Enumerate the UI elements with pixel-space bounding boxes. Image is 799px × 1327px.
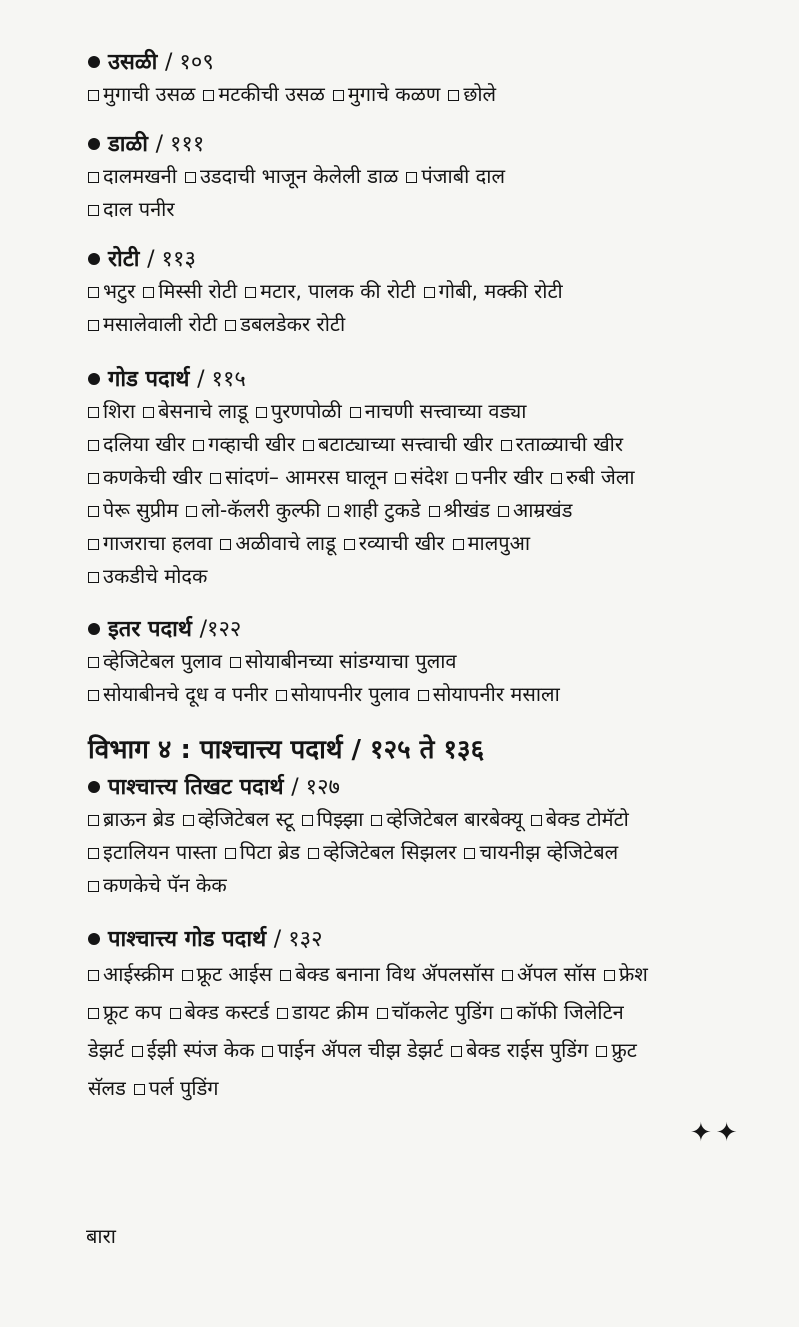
list-item bbox=[451, 1038, 588, 1062]
item-line bbox=[88, 78, 768, 111]
list-item bbox=[333, 82, 440, 106]
bullet-icon bbox=[88, 933, 100, 945]
list-item bbox=[277, 1000, 368, 1024]
bullet-icon bbox=[88, 781, 100, 793]
group-heading bbox=[88, 365, 768, 395]
list-item bbox=[225, 312, 345, 336]
list-item bbox=[498, 498, 572, 522]
list-item-text: पिटा ब्रेड bbox=[239, 840, 301, 864]
bullet-icon bbox=[88, 623, 100, 635]
list-item bbox=[531, 807, 629, 831]
group-page-number: / १२७ bbox=[291, 775, 340, 800]
item-line bbox=[88, 803, 768, 836]
list-item-text: सोयाबीनच्या सांडग्याचा पुलाव bbox=[245, 649, 457, 673]
list-item-text: पुरणपोळी bbox=[270, 399, 342, 423]
list-item bbox=[371, 807, 522, 831]
list-item bbox=[502, 962, 596, 986]
list-item-text: उकडीचे मोदक bbox=[103, 564, 208, 588]
list-item-text: उडदाची भाजून केलेली डाळ bbox=[199, 164, 399, 188]
list-item-text: सॅलड bbox=[88, 1076, 126, 1100]
list-item-text: पनीर खीर bbox=[471, 465, 544, 489]
checkbox-square-icon bbox=[429, 506, 440, 517]
checkbox-square-icon bbox=[143, 287, 154, 298]
group-western-sweet bbox=[88, 925, 768, 1107]
list-item-text: दाल पनीर bbox=[103, 197, 175, 221]
list-item-text: पाईन ॲपल चीझ डेझर्ट bbox=[277, 1038, 444, 1062]
list-item bbox=[350, 399, 527, 423]
item-line bbox=[88, 645, 768, 678]
group-page-number: /१२२ bbox=[199, 617, 242, 642]
item-line bbox=[88, 678, 768, 711]
list-item bbox=[88, 399, 135, 423]
ornament-stars: ✦✦ bbox=[690, 1118, 742, 1148]
checkbox-square-icon bbox=[350, 407, 361, 418]
list-item bbox=[143, 399, 248, 423]
checkbox-square-icon bbox=[418, 690, 429, 701]
checkbox-square-icon bbox=[182, 970, 193, 981]
checkbox-square-icon bbox=[193, 440, 204, 451]
list-item-text: ईझी स्पंज केक bbox=[146, 1038, 255, 1062]
list-item bbox=[193, 432, 295, 456]
list-item bbox=[183, 807, 294, 831]
list-item-text: ब्राऊन ब्रेड bbox=[103, 807, 175, 831]
checkbox-square-icon bbox=[88, 320, 99, 331]
checkbox-square-icon bbox=[88, 1008, 99, 1019]
checkbox-square-icon bbox=[88, 287, 99, 298]
list-item bbox=[210, 465, 387, 489]
checkbox-square-icon bbox=[245, 287, 256, 298]
checkbox-square-icon bbox=[498, 506, 509, 517]
item-line bbox=[88, 1069, 768, 1107]
list-item bbox=[134, 1076, 219, 1100]
list-item bbox=[88, 197, 175, 221]
list-item bbox=[344, 531, 445, 555]
list-item-text: लो-कॅलरी कुल्फी bbox=[201, 498, 321, 522]
checkbox-square-icon bbox=[183, 815, 194, 826]
checkbox-square-icon bbox=[88, 539, 99, 550]
list-item-text: मिस्सी रोटी bbox=[158, 279, 238, 303]
list-item bbox=[88, 873, 227, 897]
list-item bbox=[501, 432, 623, 456]
group-heading-text: डाळी bbox=[108, 132, 148, 157]
group-page-number: / १३२ bbox=[273, 927, 323, 952]
group-dali bbox=[88, 130, 768, 226]
list-item-text: मुगाची उसळ bbox=[103, 82, 196, 106]
checkbox-square-icon bbox=[225, 320, 236, 331]
list-item-text: अळीवाचे लाडू bbox=[235, 531, 336, 555]
list-item bbox=[453, 531, 531, 555]
list-item-text: कणकेची खीर bbox=[103, 465, 203, 489]
list-item bbox=[88, 1038, 124, 1062]
list-item bbox=[88, 432, 185, 456]
list-item-text: सोयापनीर पुलाव bbox=[290, 682, 410, 706]
item-line bbox=[88, 1031, 768, 1069]
group-page-number: / ११३ bbox=[147, 247, 196, 272]
list-item bbox=[182, 962, 273, 986]
list-item-text: पिझ्झा bbox=[316, 807, 364, 831]
checkbox-square-icon bbox=[88, 506, 99, 517]
checkbox-square-icon bbox=[88, 881, 99, 892]
item-line bbox=[88, 560, 768, 593]
checkbox-square-icon bbox=[134, 1084, 145, 1095]
checkbox-square-icon bbox=[88, 440, 99, 451]
list-item bbox=[88, 840, 217, 864]
list-item bbox=[596, 1038, 637, 1062]
list-item-text: शिरा bbox=[103, 399, 136, 423]
list-item-text: गव्हाची खीर bbox=[208, 432, 296, 456]
list-item bbox=[308, 840, 456, 864]
list-item-text: पेरू सुप्रीम bbox=[103, 498, 179, 522]
bullet-icon bbox=[88, 56, 100, 68]
list-item bbox=[406, 164, 505, 188]
list-item bbox=[456, 465, 543, 489]
group-heading bbox=[88, 48, 768, 78]
list-item bbox=[88, 465, 202, 489]
list-item-text: फ्रेश bbox=[618, 962, 648, 986]
list-item-text: बटाट्याच्या सत्त्वाची खीर bbox=[318, 432, 493, 456]
list-item-text: व्हेजिटेबल बारबेक्यू bbox=[386, 807, 523, 831]
checkbox-square-icon bbox=[453, 539, 464, 550]
group-heading-text: इतर पदार्थ bbox=[108, 617, 192, 642]
list-item-text: संदेश bbox=[410, 465, 449, 489]
checkbox-square-icon bbox=[395, 473, 406, 484]
list-item-text: गोबी, मक्की रोटी bbox=[438, 279, 563, 303]
checkbox-square-icon bbox=[170, 1008, 181, 1019]
checkbox-square-icon bbox=[303, 440, 314, 451]
item-line bbox=[88, 993, 768, 1031]
group-western-savory bbox=[88, 773, 768, 902]
checkbox-square-icon bbox=[371, 815, 382, 826]
item-line bbox=[88, 527, 768, 560]
list-item-text: कणकेचे पॅन केक bbox=[103, 873, 227, 897]
group-god-padartha bbox=[88, 365, 768, 593]
list-item-text: बेसनाचे लाडू bbox=[158, 399, 248, 423]
checkbox-square-icon bbox=[88, 407, 99, 418]
list-item bbox=[464, 840, 618, 864]
item-line bbox=[88, 308, 768, 341]
list-item-text: कॉफी जिलेटिन bbox=[516, 1000, 624, 1024]
group-usali bbox=[88, 48, 768, 111]
list-item bbox=[143, 279, 237, 303]
list-item-text: रताळ्याची खीर bbox=[515, 432, 624, 456]
checkbox-square-icon bbox=[551, 473, 562, 484]
list-item-text: डायट क्रीम bbox=[292, 1000, 369, 1024]
group-heading bbox=[88, 925, 768, 955]
group-heading-text: गोड पदार्थ bbox=[108, 367, 190, 392]
group-heading-text: रोटी bbox=[108, 247, 140, 272]
list-item bbox=[551, 465, 635, 489]
list-item-text: आईस्क्रीम bbox=[103, 962, 174, 986]
list-item-text: डबलडेकर रोटी bbox=[240, 312, 346, 336]
list-item-text: श्रीखंड bbox=[443, 498, 490, 522]
list-item-text: शाही टुकडे bbox=[343, 498, 421, 522]
checkbox-square-icon bbox=[88, 205, 99, 216]
list-item bbox=[328, 498, 420, 522]
checkbox-square-icon bbox=[262, 1046, 273, 1057]
list-item bbox=[225, 840, 300, 864]
list-item-text: मसालेवाली रोटी bbox=[103, 312, 218, 336]
list-item bbox=[88, 1076, 126, 1100]
list-item-text: व्हेजिटेबल पुलाव bbox=[103, 649, 223, 673]
list-item-text: पंजाबी दाल bbox=[421, 164, 506, 188]
list-item bbox=[302, 807, 364, 831]
list-item-text: छोले bbox=[463, 82, 497, 106]
list-item-text: ॲपल सॉस bbox=[517, 962, 596, 986]
checkbox-square-icon bbox=[308, 848, 319, 859]
list-item bbox=[170, 1000, 270, 1024]
list-item-text: व्हेजिटेबल स्टू bbox=[197, 807, 294, 831]
page-footer: बारा bbox=[86, 1224, 116, 1248]
list-item-text: फ्रुट bbox=[611, 1038, 637, 1062]
checkbox-square-icon bbox=[328, 506, 339, 517]
list-item bbox=[395, 465, 448, 489]
checkbox-square-icon bbox=[88, 848, 99, 859]
checkbox-square-icon bbox=[210, 473, 221, 484]
list-item bbox=[256, 399, 342, 423]
list-item bbox=[276, 682, 410, 706]
checkbox-square-icon bbox=[220, 539, 231, 550]
checkbox-square-icon bbox=[88, 657, 99, 668]
list-item-text: फ्रूट आईस bbox=[196, 962, 273, 986]
checkbox-square-icon bbox=[203, 90, 214, 101]
list-item-text: बेक्ड बनाना विथ ॲपलसॉस bbox=[295, 962, 495, 986]
group-itar-padartha bbox=[88, 615, 768, 711]
list-item bbox=[88, 312, 217, 336]
list-item-text: बेक्ड कस्टर्ड bbox=[184, 1000, 270, 1024]
list-item bbox=[185, 164, 398, 188]
list-item bbox=[424, 279, 563, 303]
checkbox-square-icon bbox=[448, 90, 459, 101]
item-line bbox=[88, 836, 768, 869]
group-heading-text: पाश्चात्त्य गोड पदार्थ bbox=[108, 927, 267, 952]
checkbox-square-icon bbox=[88, 970, 99, 981]
checkbox-square-icon bbox=[501, 440, 512, 451]
group-page-number: / १०९ bbox=[165, 50, 214, 75]
list-item-text: चायनीझ व्हेजिटेबल bbox=[479, 840, 619, 864]
checkbox-square-icon bbox=[502, 970, 513, 981]
list-item-text: सोयापनीर मसाला bbox=[432, 682, 560, 706]
item-line bbox=[88, 193, 768, 226]
list-item-text: व्हेजिटेबल सिझलर bbox=[323, 840, 457, 864]
list-item bbox=[88, 564, 207, 588]
checkbox-square-icon bbox=[377, 1008, 388, 1019]
checkbox-square-icon bbox=[277, 1008, 288, 1019]
checkbox-square-icon bbox=[344, 539, 355, 550]
list-item bbox=[501, 1000, 623, 1024]
item-line bbox=[88, 160, 768, 193]
item-line bbox=[88, 428, 768, 461]
list-item-text: मटार, पालक की रोटी bbox=[260, 279, 416, 303]
bullet-icon bbox=[88, 373, 100, 385]
list-item bbox=[377, 1000, 494, 1024]
list-item bbox=[220, 531, 335, 555]
list-item-text: इटालियन पास्ता bbox=[103, 840, 217, 864]
list-item bbox=[429, 498, 490, 522]
bullet-icon bbox=[88, 138, 100, 150]
list-item-text: बेक्ड टोमॅटो bbox=[545, 807, 629, 831]
list-item bbox=[262, 1038, 443, 1062]
list-item-text: मुगाचे कळण bbox=[347, 82, 441, 106]
list-item bbox=[203, 82, 325, 106]
checkbox-square-icon bbox=[88, 815, 99, 826]
list-item-text: भटुर bbox=[103, 279, 136, 303]
section-heading: विभाग ४ : पाश्चात्त्य पदार्थ / १२५ ते १३६ bbox=[88, 735, 485, 765]
list-item bbox=[418, 682, 560, 706]
checkbox-square-icon bbox=[186, 506, 197, 517]
checkbox-square-icon bbox=[424, 287, 435, 298]
item-line bbox=[88, 869, 768, 902]
list-item bbox=[303, 432, 493, 456]
list-item-text: बेक्ड राईस पुडिंग bbox=[466, 1038, 589, 1062]
checkbox-square-icon bbox=[88, 473, 99, 484]
list-item-text: मालपुआ bbox=[467, 531, 531, 555]
group-heading-text: उसळी bbox=[108, 50, 158, 75]
item-line bbox=[88, 461, 768, 494]
group-page-number: / ११५ bbox=[197, 367, 246, 392]
checkbox-square-icon bbox=[256, 407, 267, 418]
checkbox-square-icon bbox=[225, 848, 236, 859]
item-line bbox=[88, 395, 768, 428]
checkbox-square-icon bbox=[88, 172, 99, 183]
list-item-text: दालमखनी bbox=[103, 164, 177, 188]
group-heading bbox=[88, 773, 768, 803]
checkbox-square-icon bbox=[333, 90, 344, 101]
list-item bbox=[88, 279, 135, 303]
list-item-text: डेझर्ट bbox=[88, 1038, 124, 1062]
list-item-text: नाचणी सत्त्वाच्या वड्या bbox=[364, 399, 527, 423]
list-item-text: आम्रखंड bbox=[512, 498, 573, 522]
checkbox-square-icon bbox=[88, 572, 99, 583]
checkbox-square-icon bbox=[280, 970, 291, 981]
list-item-text: चॉकलेट पुडिंग bbox=[391, 1000, 494, 1024]
list-item-text: मटकीची उसळ bbox=[218, 82, 325, 106]
checkbox-square-icon bbox=[451, 1046, 462, 1057]
bullet-icon bbox=[88, 253, 100, 265]
list-item-text: गाजराचा हलवा bbox=[103, 531, 213, 555]
list-item-text: रव्याची खीर bbox=[358, 531, 445, 555]
list-item bbox=[230, 649, 457, 673]
checkbox-square-icon bbox=[456, 473, 467, 484]
list-item-text: दलिया खीर bbox=[103, 432, 186, 456]
list-item bbox=[88, 807, 175, 831]
checkbox-square-icon bbox=[185, 172, 196, 183]
list-item bbox=[88, 649, 222, 673]
checkbox-square-icon bbox=[464, 848, 475, 859]
checkbox-square-icon bbox=[230, 657, 241, 668]
checkbox-square-icon bbox=[302, 815, 313, 826]
group-roti bbox=[88, 245, 768, 341]
group-heading bbox=[88, 245, 768, 275]
list-item bbox=[88, 962, 174, 986]
list-item bbox=[448, 82, 496, 106]
group-heading-text: पाश्चात्त्य तिखट पदार्थ bbox=[108, 775, 284, 800]
list-item bbox=[245, 279, 415, 303]
list-item bbox=[186, 498, 320, 522]
group-heading bbox=[88, 615, 768, 645]
checkbox-square-icon bbox=[276, 690, 287, 701]
checkbox-square-icon bbox=[88, 90, 99, 101]
list-item bbox=[132, 1038, 255, 1062]
list-item bbox=[604, 962, 648, 986]
list-item bbox=[280, 962, 494, 986]
group-heading bbox=[88, 130, 768, 160]
list-item-text: सांदणं– आमरस घालून bbox=[225, 465, 388, 489]
checkbox-square-icon bbox=[406, 172, 417, 183]
list-item bbox=[88, 498, 178, 522]
list-item bbox=[88, 164, 177, 188]
checkbox-square-icon bbox=[132, 1046, 143, 1057]
list-item-text: सोयाबीनचे दूध व पनीर bbox=[103, 682, 268, 706]
checkbox-square-icon bbox=[88, 690, 99, 701]
item-line bbox=[88, 494, 768, 527]
checkbox-square-icon bbox=[143, 407, 154, 418]
item-line bbox=[88, 275, 768, 308]
list-item bbox=[88, 1000, 162, 1024]
list-item-text: फ्रूट कप bbox=[103, 1000, 162, 1024]
checkbox-square-icon bbox=[596, 1046, 607, 1057]
list-item-text: रुबी जेला bbox=[566, 465, 635, 489]
checkbox-square-icon bbox=[531, 815, 542, 826]
list-item-text: पर्ल पुडिंग bbox=[148, 1076, 219, 1100]
list-item bbox=[88, 82, 195, 106]
checkbox-square-icon bbox=[501, 1008, 512, 1019]
checkbox-square-icon bbox=[604, 970, 615, 981]
group-page-number: / १११ bbox=[155, 132, 205, 157]
item-line bbox=[88, 955, 768, 993]
list-item bbox=[88, 531, 212, 555]
list-item bbox=[88, 682, 268, 706]
